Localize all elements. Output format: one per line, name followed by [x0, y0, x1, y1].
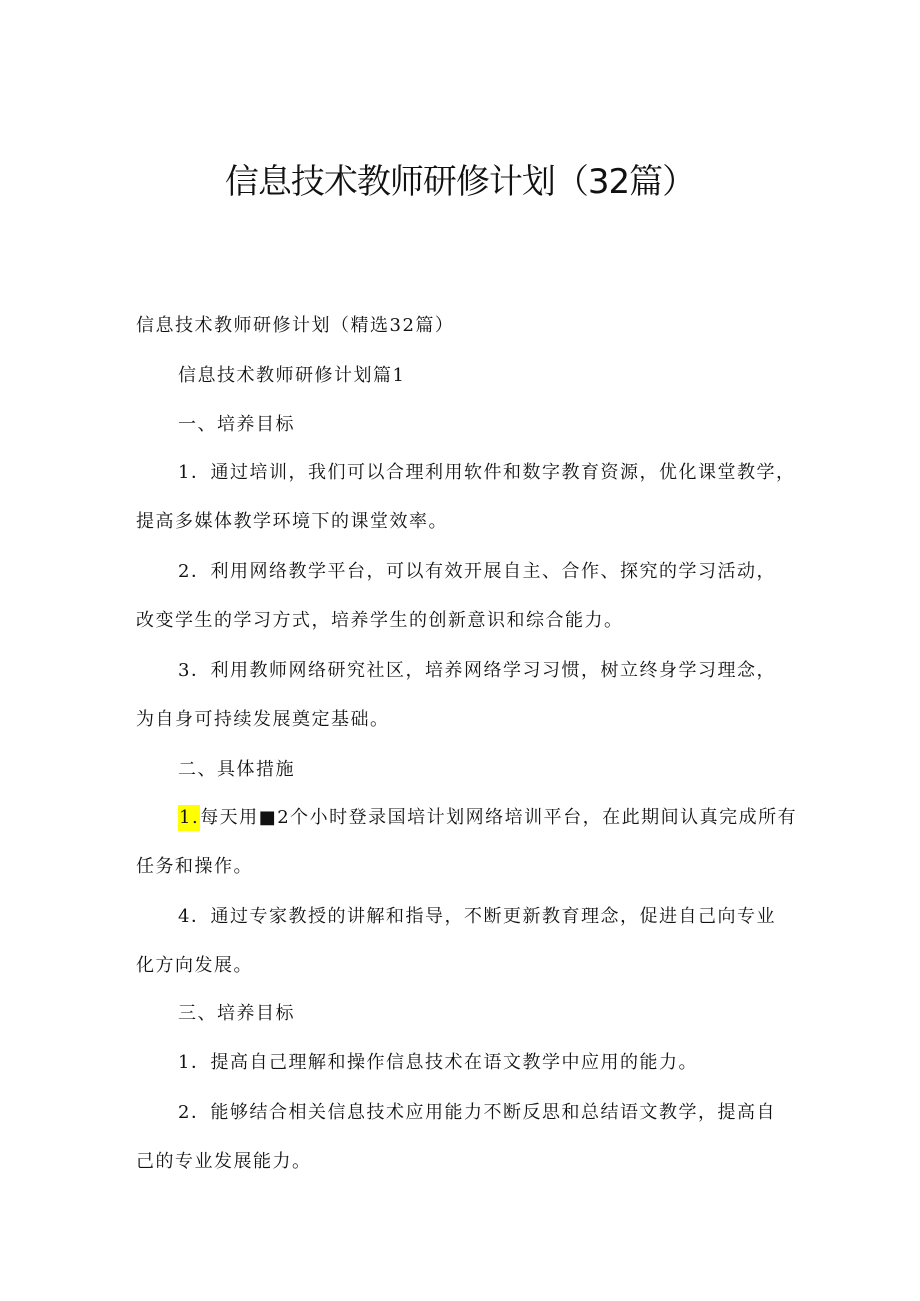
- paragraph-text: 每天用■2个小时登录国培计划网络培训平台，在此期间认真完成所有: [200, 807, 798, 828]
- paragraph-line: 2．能够结合相关信息技术应用能力不断反思和总结语文教学，提高自: [178, 1102, 776, 1123]
- paragraph-line: 化方向发展。: [136, 955, 253, 976]
- chapter-heading: 信息技术教师研修计划篇1: [178, 365, 406, 386]
- section-heading-1: 一、培养目标: [178, 414, 295, 435]
- section-heading-2: 二、具体措施: [178, 759, 295, 780]
- paragraph-line: 提高多媒体教学环境下的课堂效率。: [136, 511, 448, 532]
- paragraph-line: 己的专业发展能力。: [136, 1151, 312, 1172]
- paragraph-line: 3．利用教师网络研究社区，培养网络学习习惯，树立终身学习理念，: [178, 660, 776, 681]
- paragraph-line: 为自身可持续发展奠定基础。: [136, 709, 390, 730]
- paragraph-line: [178, 805, 797, 831]
- paragraph-line: 1．通过培训，我们可以合理利用软件和数字教育资源，优化课堂教学，: [178, 462, 796, 483]
- paragraph-line: 2．利用网络教学平台，可以有效开展自主、合作、探究的学习活动，: [178, 561, 776, 582]
- paragraph-line: 改变学生的学习方式，培养学生的创新意识和综合能力。: [136, 610, 624, 631]
- paragraph-line: 4．通过专家教授的讲解和指导，不断更新教育理念，促进自己向专业: [178, 906, 776, 927]
- paragraph-line: 1．提高自己理解和操作信息技术在语文教学中应用的能力。: [178, 1052, 698, 1073]
- paragraph-line: 任务和操作。: [136, 856, 253, 877]
- highlighted-list-marker: 1.: [178, 805, 200, 831]
- document-subtitle: 信息技术教师研修计划（精选32篇）: [136, 315, 455, 336]
- document-title: 信息技术教师研修计划（32篇）: [224, 162, 696, 202]
- section-heading-3: 三、培养目标: [178, 1003, 295, 1024]
